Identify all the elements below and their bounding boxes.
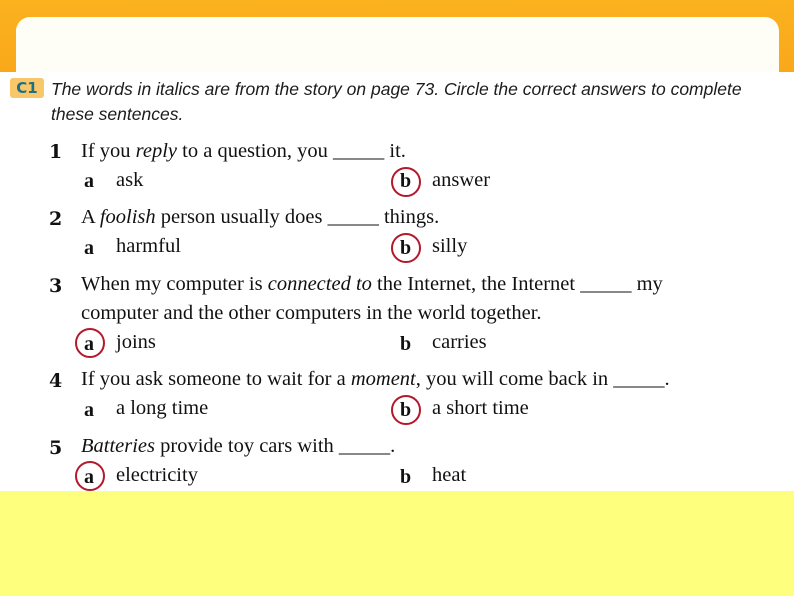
question-stem bbox=[81, 435, 395, 458]
question-stem bbox=[81, 273, 663, 296]
stem-text: to a question, you _____ it. bbox=[177, 140, 406, 162]
option-letter-b: b bbox=[400, 237, 412, 259]
stem-text: If you ask someone to wait for a bbox=[81, 368, 351, 390]
option-a-text[interactable]: harmful bbox=[116, 235, 181, 257]
question-stem bbox=[81, 206, 439, 229]
option-letter-a: a bbox=[84, 333, 94, 355]
option-b-text[interactable]: answer bbox=[432, 169, 491, 191]
italic-keyword: Batteries bbox=[81, 435, 156, 457]
stem-text: A bbox=[81, 206, 100, 228]
option-letter-a: a bbox=[84, 466, 94, 488]
option-letter-b: b bbox=[400, 333, 412, 355]
option-a-text[interactable]: ask bbox=[116, 169, 144, 191]
option-b-text[interactable]: a short time bbox=[432, 397, 529, 419]
option-letter-a: a bbox=[84, 170, 94, 192]
option-letter-b: b bbox=[400, 466, 412, 488]
option-letter-a: a bbox=[84, 399, 94, 421]
instruction-line-1: The words in italics are from the story on page 73. Circle the correct answers to complete bbox=[51, 79, 742, 99]
italic-keyword: connected to bbox=[267, 273, 372, 295]
instruction-line-2: these sentences. bbox=[51, 104, 184, 124]
question-stem bbox=[81, 140, 406, 163]
italic-keyword: reply bbox=[135, 140, 178, 162]
answer-circle bbox=[391, 167, 421, 197]
stem-text: If you bbox=[81, 140, 136, 162]
question-number: 2 bbox=[49, 208, 63, 230]
option-a-text[interactable]: a long time bbox=[116, 397, 209, 419]
exercise-badge: C1 bbox=[10, 78, 44, 98]
option-b-text[interactable]: carries bbox=[432, 331, 487, 353]
option-b-text[interactable]: silly bbox=[432, 235, 468, 257]
question-number: 3 bbox=[49, 275, 63, 297]
question-number: 4 bbox=[49, 370, 63, 392]
option-letter-b: b bbox=[400, 170, 412, 192]
question-stem-line-2: computer and the other computers in the world together. bbox=[81, 302, 542, 324]
option-letter-b: b bbox=[400, 399, 412, 421]
italic-keyword: moment bbox=[350, 368, 416, 390]
question-number: 5 bbox=[49, 437, 63, 459]
stem-text: provide toy cars with _____. bbox=[155, 435, 396, 457]
answer-circle bbox=[391, 233, 421, 263]
stem-text: , you will come back in _____. bbox=[415, 368, 670, 390]
yellow-bottom-band bbox=[0, 491, 794, 596]
option-a-text[interactable]: electricity bbox=[116, 464, 198, 486]
stem-text: the Internet, the Internet _____ my bbox=[371, 273, 663, 295]
answer-circle bbox=[391, 395, 421, 425]
answer-circle bbox=[75, 328, 105, 358]
stem-text: When my computer is bbox=[81, 273, 268, 295]
stem-text: person usually does _____ things. bbox=[155, 206, 440, 228]
option-letter-a: a bbox=[84, 237, 94, 259]
answer-circle bbox=[75, 461, 105, 491]
question-number: 1 bbox=[49, 141, 63, 163]
italic-keyword: foolish bbox=[99, 206, 156, 228]
option-b-text[interactable]: heat bbox=[432, 464, 467, 486]
question-stem bbox=[81, 368, 670, 391]
option-a-text[interactable]: joins bbox=[116, 331, 156, 353]
